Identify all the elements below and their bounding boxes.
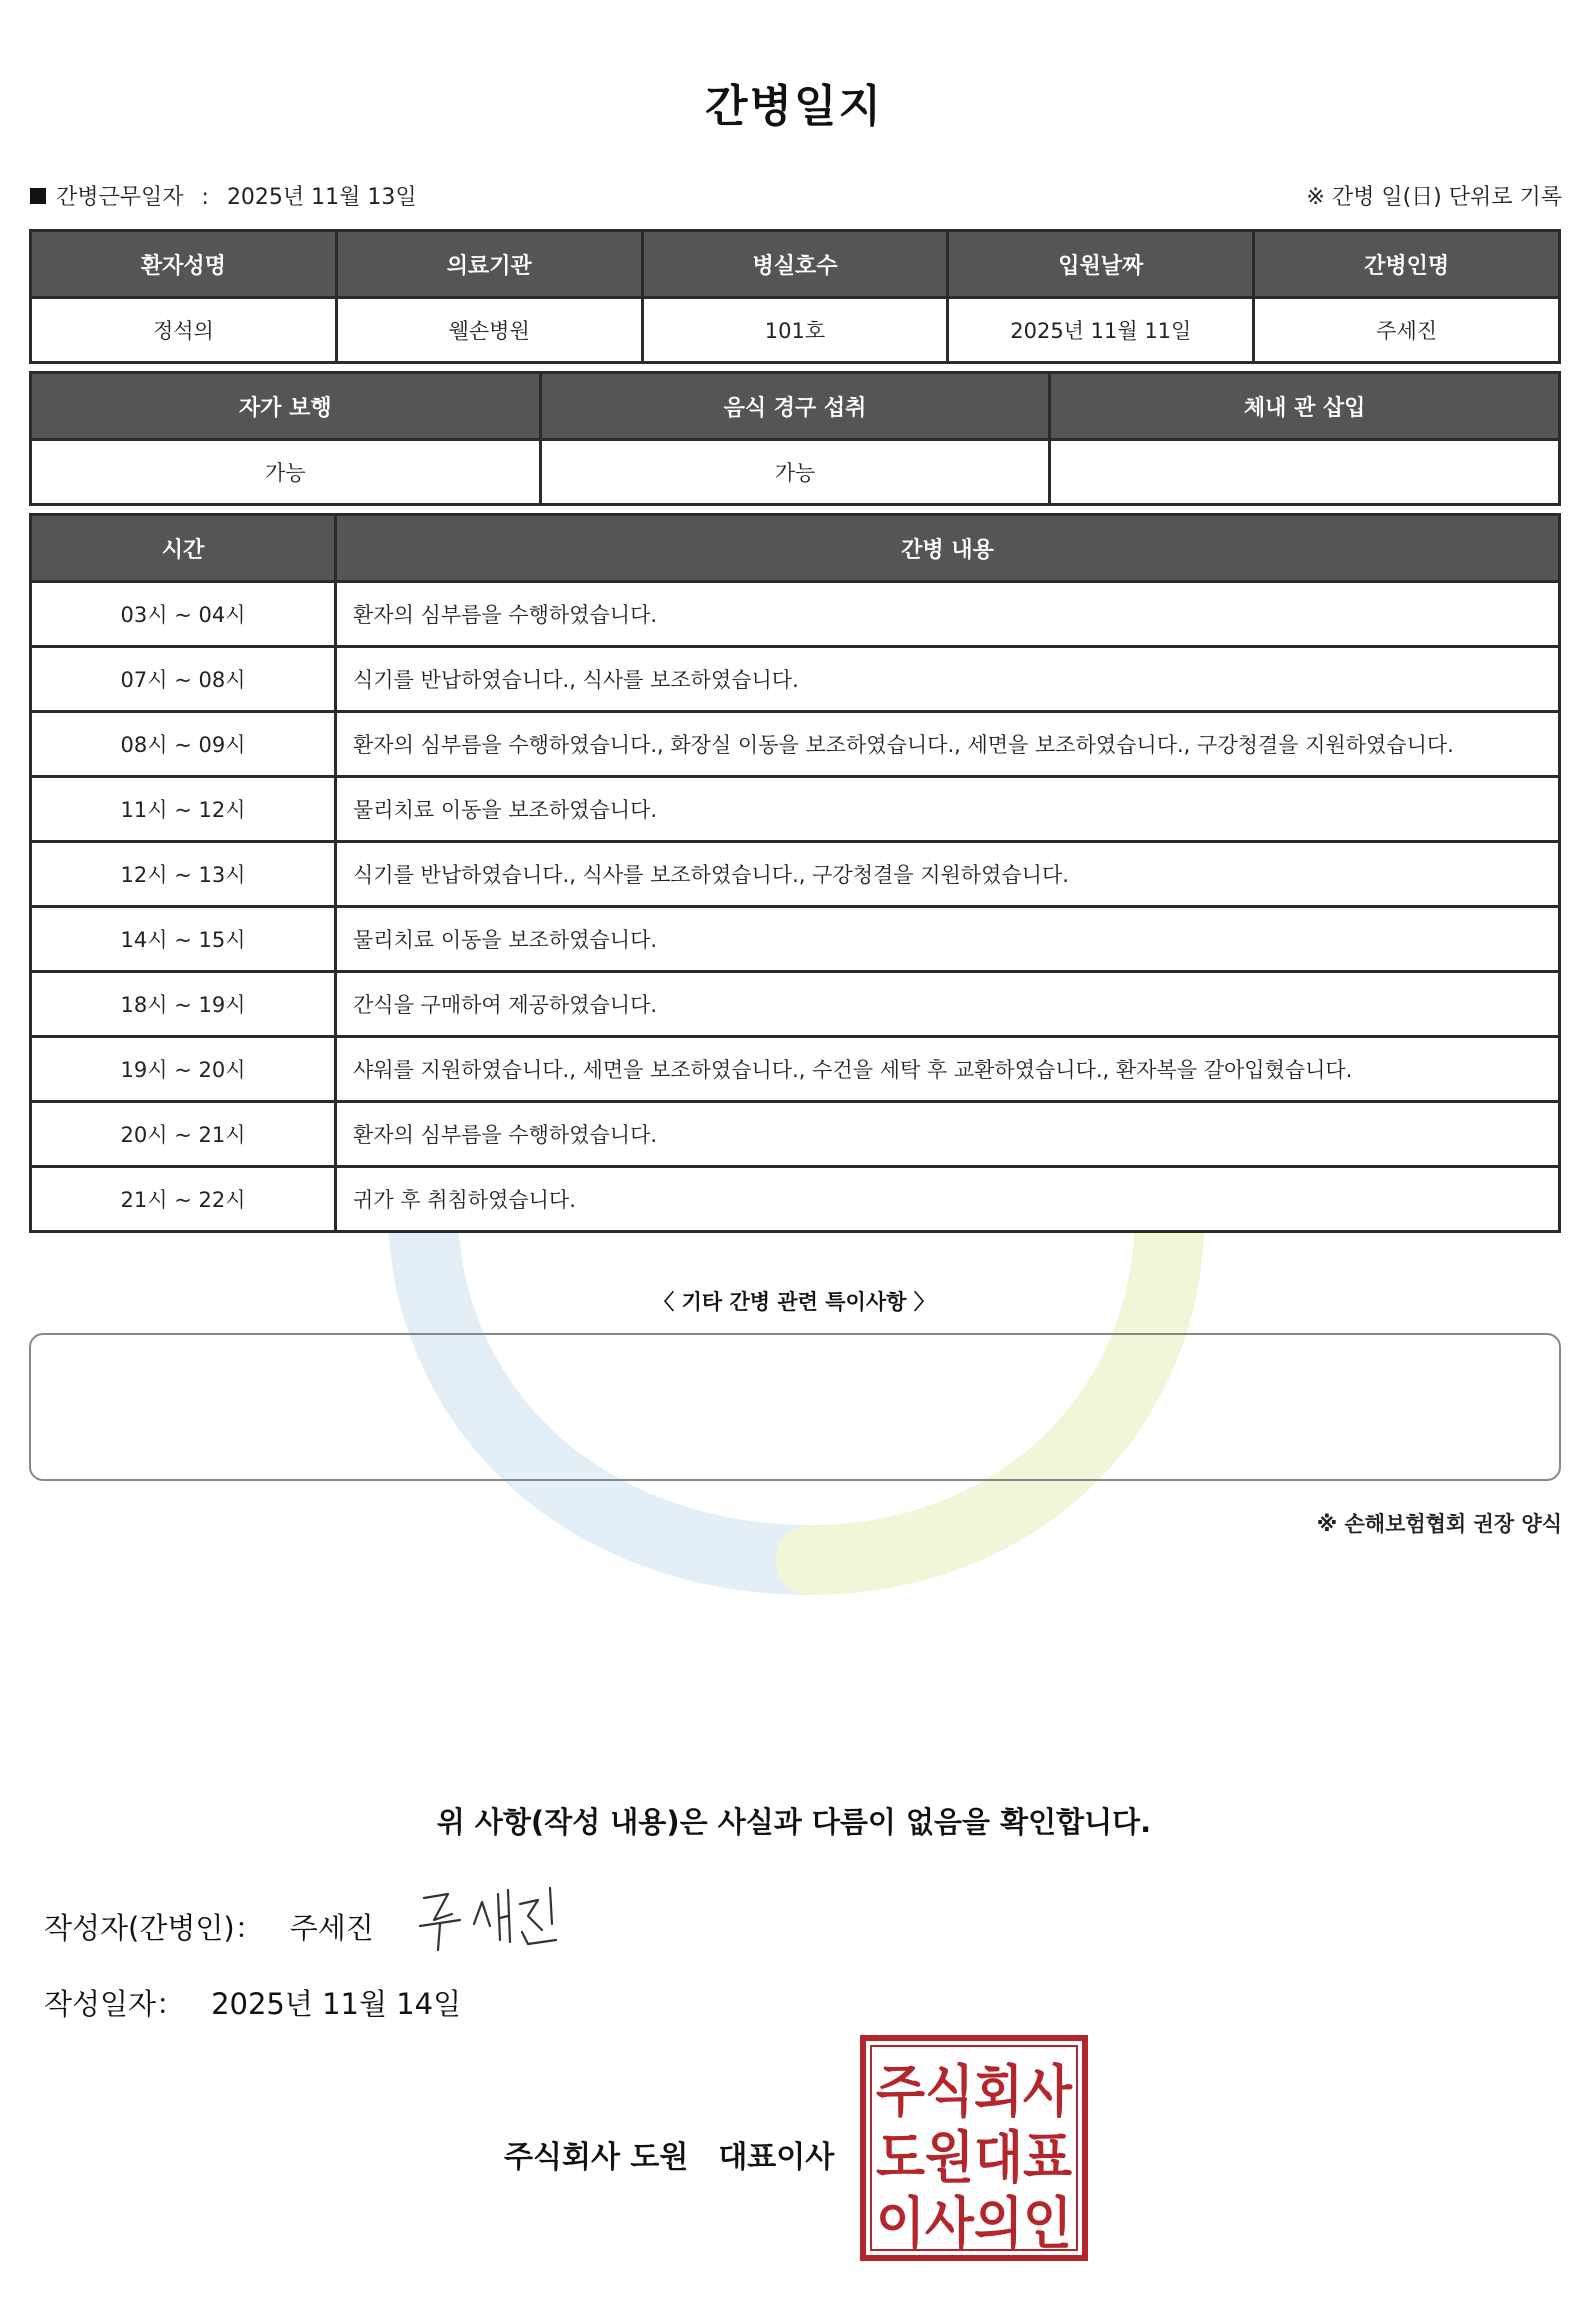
page-title: 간병일지 [704, 81, 883, 132]
table-header-row [31, 231, 1560, 298]
svg-text:주식회사: 주식회사 [876, 2060, 1073, 2125]
log-content: 간식을 구매하여 제공하였습니다. [336, 972, 1560, 1037]
header-hospital: 의료기관 [336, 231, 642, 298]
log-time: 21시 ~ 22시 [31, 1167, 336, 1232]
recommend-note: ※ 손해보험협회 권장 양식 [1316, 1512, 1562, 1536]
header-admission-date: 입원날짜 [948, 231, 1254, 298]
square-bullet-icon [30, 188, 46, 204]
table-row [31, 777, 1560, 842]
notes-title: 〈 기타 간병 관련 특이사항 〉 [653, 1290, 935, 1314]
notes-box [29, 1333, 1561, 1481]
log-content: 환자의 심부름을 수행하였습니다. [336, 1102, 1560, 1167]
hospital-name: 웰손병원 [336, 298, 642, 363]
table-row [31, 712, 1560, 777]
table-row [31, 972, 1560, 1037]
table-row [31, 647, 1560, 712]
log-content: 환자의 심부름을 수행하였습니다. [336, 582, 1560, 647]
log-content: 물리치료 이동을 보조하였습니다. [336, 907, 1560, 972]
log-time: 11시 ~ 12시 [31, 777, 336, 842]
log-content: 식기를 반납하였습니다., 식사를 보조하였습니다., 구강청결을 지원하였습니다. [336, 842, 1560, 907]
writer-label: 작성자(간병인)： [44, 1911, 264, 1945]
work-date-label: 간병근무일자 [56, 185, 184, 210]
company-seal-stamp [860, 2035, 1088, 2261]
care-log-table [29, 513, 1561, 1233]
header-patient-name: 환자성명 [31, 231, 337, 298]
header-care-content: 간병 내용 [336, 515, 1560, 582]
patient-info-table [29, 229, 1561, 364]
header-caregiver-name: 간병인명 [1254, 231, 1560, 298]
table-row [31, 1167, 1560, 1232]
log-content: 물리치료 이동을 보조하였습니다. [336, 777, 1560, 842]
table-row [31, 842, 1560, 907]
header-oral-intake: 음식 경구 섭취 [540, 373, 1050, 440]
log-content: 환자의 심부름을 수행하였습니다., 화장실 이동을 보조하였습니다., 세면을 보조하였습니다., 구강청결을 지원하였습니다. [336, 712, 1560, 777]
log-time: 20시 ~ 21시 [31, 1102, 336, 1167]
log-time: 08시 ~ 09시 [31, 712, 336, 777]
table-row [31, 907, 1560, 972]
writer-name: 주세진 [289, 1911, 374, 1945]
log-time: 19시 ~ 20시 [31, 1037, 336, 1102]
header-tube-insertion: 체내 관 삽입 [1050, 373, 1560, 440]
work-date-colon: : [201, 185, 209, 210]
header-time: 시간 [31, 515, 336, 582]
table-row [31, 440, 1560, 505]
table-header-row [31, 373, 1560, 440]
table-row [31, 1102, 1560, 1167]
tube-insertion-value [1050, 440, 1560, 505]
self-walking-value: 가능 [31, 440, 541, 505]
company-representative: 대표이사 [718, 2140, 835, 2175]
written-date-line [44, 1982, 461, 2023]
log-content: 식기를 반납하였습니다., 식사를 보조하였습니다. [336, 647, 1560, 712]
log-time: 14시 ~ 15시 [31, 907, 336, 972]
log-time: 07시 ~ 08시 [31, 647, 336, 712]
written-date-label: 작성일자： [44, 1987, 186, 2021]
confirmation-statement: 위 사항(작성 내용)은 사실과 다름이 없음을 확인합니다. [436, 1805, 1152, 1839]
oral-intake-value: 가능 [540, 440, 1050, 505]
log-time: 12시 ~ 13시 [31, 842, 336, 907]
unit-note: ※ 간병 일(日) 단위로 기록 [1306, 185, 1562, 210]
table-row [31, 298, 1560, 363]
written-date-value: 2025년 11월 14일 [211, 1987, 462, 2021]
work-date-line [30, 180, 417, 211]
patient-status-table [29, 371, 1561, 506]
work-date-value: 2025년 11월 13일 [226, 185, 417, 210]
table-row [31, 582, 1560, 647]
log-content: 샤워를 지원하였습니다., 세면을 보조하였습니다., 수건을 세탁 후 교환하였습니다., 환자복을 갈아입혔습니다. [336, 1037, 1560, 1102]
admission-date: 2025년 11월 11일 [948, 298, 1254, 363]
writer-line [44, 1906, 374, 1947]
log-time: 18시 ~ 19시 [31, 972, 336, 1037]
log-content: 귀가 후 취침하였습니다. [336, 1167, 1560, 1232]
handwritten-signature [416, 1880, 566, 1960]
room-number: 101호 [642, 298, 948, 363]
table-row [31, 1037, 1560, 1102]
header-self-walking: 자가 보행 [31, 373, 541, 440]
svg-text:도원대표: 도원대표 [876, 2126, 1072, 2191]
patient-name: 정석의 [31, 298, 337, 363]
caregiver-name: 주세진 [1254, 298, 1560, 363]
table-header-row [31, 515, 1560, 582]
svg-text:이사의인: 이사의인 [876, 2192, 1072, 2257]
log-time: 03시 ~ 04시 [31, 582, 336, 647]
company-name: 주식회사 도원 [504, 2140, 689, 2175]
company-line [504, 2132, 834, 2176]
header-room: 병실호수 [642, 231, 948, 298]
